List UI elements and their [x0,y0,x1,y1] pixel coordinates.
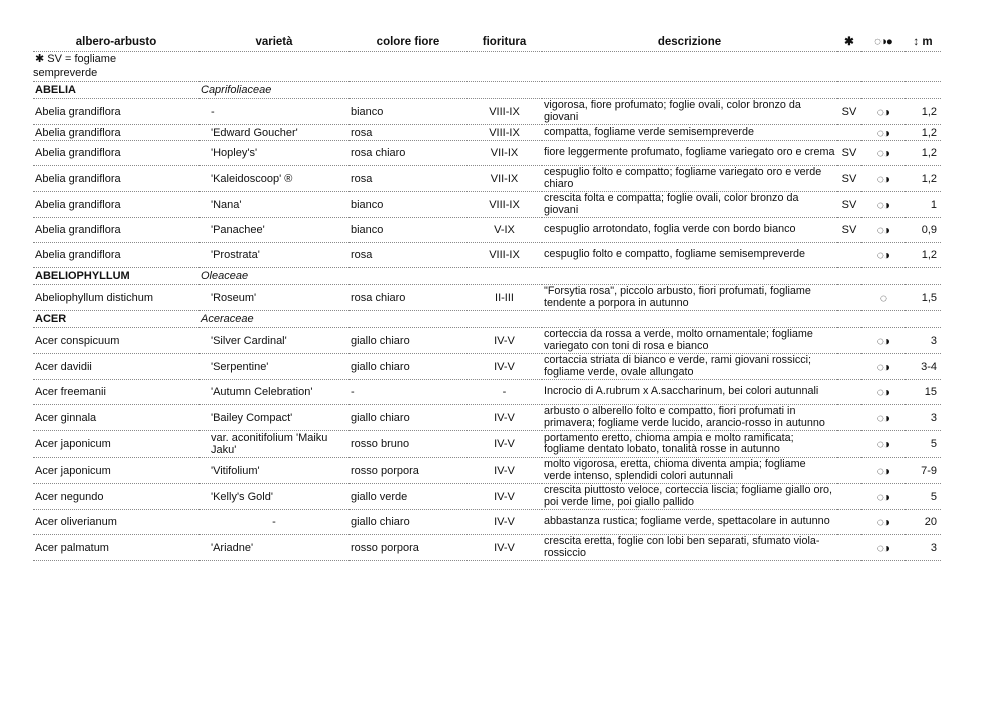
description: portamento eretto, chioma ampia e molto ramificata; fogliame dentato lobato, tonalità rosse in autunno [542,431,837,458]
flower-color: rosso bruno [349,431,467,458]
exposure-icon: ◌◑ [861,484,905,510]
variety: 'Roseum' [199,285,349,311]
plant-name: Acer davidii [33,354,199,380]
description: crescita folta e compatta; foglie ovali, color bronzo da giovani [542,192,837,218]
flowering-period: IV-V [467,535,542,561]
variety: 'Hopley's' [199,141,349,166]
table-row [33,243,941,268]
header-flowering: fioritura [467,32,542,52]
flowering-period: VIII-IX [467,192,542,218]
table-row [33,431,941,458]
flower-color: rosa chiaro [349,141,467,166]
flower-color: bianco [349,192,467,218]
plant-name: Acer oliverianum [33,510,199,535]
family-name: Aceraceae [199,311,941,328]
plant-name: Abelia grandiflora [33,125,199,141]
family-name: Oleaceae [199,268,941,285]
flower-color: rosa chiaro [349,285,467,311]
description: cespuglio arrotondato, foglia verde con bordo bianco [542,218,837,243]
variety: 'Nana' [199,192,349,218]
evergreen-marker [837,535,861,561]
variety: 'Vitifolium' [199,458,349,484]
exposure-icon: ◌◑ [861,243,905,268]
legend-line-2: sempreverde [33,66,349,82]
table-row [33,192,941,218]
flowering-period: VII-IX [467,166,542,192]
flowering-period: VIII-IX [467,125,542,141]
evergreen-marker [837,243,861,268]
flowering-period: VIII-IX [467,99,542,125]
flower-color: bianco [349,99,467,125]
exposure-icon: ◌◑ [861,125,905,141]
flowering-period: - [467,380,542,405]
description: Incrocio di A.rubrum x A.saccharinum, bei colori autunnali [542,380,837,405]
plant-name: Acer negundo [33,484,199,510]
genus-name: ABELIOPHYLLUM [33,268,199,285]
variety: 'Kaleidoscoop' ® [199,166,349,192]
exposure-icon: ◌◑ [861,431,905,458]
genus-row [33,311,941,328]
plant-name: Acer conspicuum [33,328,199,354]
legend-line-1: ✱ SV = fogliame [35,53,117,65]
header-description: descrizione [542,32,837,52]
description: vigorosa, fiore profumato; foglie ovali, color bronzo da giovani [542,99,837,125]
description: molto vigorosa, eretta, chioma diventa ampia; fogliame verde intenso, splendidi colori autunnali [542,458,837,484]
genus-row [33,82,941,99]
description: fiore leggermente profumato, fogliame variegato oro e crema [542,141,837,166]
plant-name: Abelia grandiflora [33,243,199,268]
height-value: 3 [905,405,941,431]
flowering-period: IV-V [467,510,542,535]
flower-color: rosa [349,125,467,141]
variety: - [199,510,349,535]
table-row [33,405,941,431]
variety: 'Silver Cardinal' [199,328,349,354]
flowering-period: V-IX [467,218,542,243]
flowering-period: IV-V [467,458,542,484]
genus-name: ABELIA [33,82,199,99]
variety: 'Ariadne' [199,535,349,561]
description: "Forsytia rosa", piccolo arbusto, fiori profumati, fogliame tendente a porpora in autunno [542,285,837,311]
variety: 'Autumn Celebration' [199,380,349,405]
evergreen-marker: SV [837,141,861,166]
flowering-period: IV-V [467,405,542,431]
evergreen-marker [837,431,861,458]
flower-color: giallo chiaro [349,510,467,535]
table-row [33,99,941,125]
flower-color: rosso porpora [349,458,467,484]
variety: 'Serpentine' [199,354,349,380]
flowering-period: IV-V [467,431,542,458]
height-value: 3-4 [905,354,941,380]
evergreen-marker [837,405,861,431]
legend-row [33,52,941,67]
height-value: 5 [905,431,941,458]
evergreen-marker [837,328,861,354]
height-value: 1,2 [905,125,941,141]
table-row [33,285,941,311]
exposure-icon: ◌◑ [861,328,905,354]
height-value: 1,2 [905,141,941,166]
flower-color: giallo verde [349,484,467,510]
table-row [33,141,941,166]
height-value: 7-9 [905,458,941,484]
description: cortaccia striata di bianco e verde, rami giovani rossicci; fogliame verde, ovale allungato [542,354,837,380]
evergreen-marker: SV [837,218,861,243]
evergreen-marker: SV [837,192,861,218]
header-exposure-icon: ◌◑● [861,32,905,52]
height-value: 0,9 [905,218,941,243]
header-variety: varietà [199,32,349,52]
table-row [33,166,941,192]
height-value: 15 [905,380,941,405]
description: abbastanza rustica; fogliame verde, spettacolare in autunno [542,510,837,535]
flower-color: rosa [349,166,467,192]
flowering-period: IV-V [467,484,542,510]
exposure-icon: ◌◑ [861,458,905,484]
plant-name: Abelia grandiflora [33,141,199,166]
description: arbusto o alberello folto e compatto, fiori profumati in primavera; fogliame verde lucido, arancio-rosso in autunno [542,405,837,431]
flowering-period: IV-V [467,354,542,380]
header-plant: albero-arbusto [33,32,199,52]
table-row [33,380,941,405]
header-flower-color: colore fiore [349,32,467,52]
variety: var. aconitifolium 'Maiku Jaku' [199,431,349,458]
variety: 'Prostrata' [199,243,349,268]
evergreen-marker [837,458,861,484]
flower-color: bianco [349,218,467,243]
exposure-icon: ◌◑ [861,192,905,218]
flower-color: giallo chiaro [349,328,467,354]
header-height: ↕ m [905,32,941,52]
flowering-period: II-III [467,285,542,311]
plant-name: Acer freemanii [33,380,199,405]
exposure-icon: ◌◑ [861,354,905,380]
evergreen-marker [837,285,861,311]
family-name: Caprifoliaceae [199,82,941,99]
exposure-icon: ◌◑ [861,218,905,243]
description: compatta, fogliame verde semisempreverde [542,125,837,141]
plant-name: Acer japonicum [33,458,199,484]
variety: - [199,99,349,125]
plant-name: Acer japonicum [33,431,199,458]
plant-name: Abelia grandiflora [33,218,199,243]
evergreen-marker: SV [837,166,861,192]
table-row [33,328,941,354]
genus-row [33,268,941,285]
table-row [33,354,941,380]
description: crescita piuttosto veloce, corteccia liscia; fogliame giallo oro, poi verde lime, poi giallo pallido [542,484,837,510]
exposure-icon: ◌◑ [861,166,905,192]
variety: 'Kelly's Gold' [199,484,349,510]
variety: 'Edward Goucher' [199,125,349,141]
flower-color: - [349,380,467,405]
height-value: 1,5 [905,285,941,311]
genus-name: ACER [33,311,199,328]
flowering-period: VII-IX [467,141,542,166]
evergreen-marker [837,354,861,380]
legend-row-2 [33,66,941,82]
header-evergreen-star-icon: ✱ [837,32,861,52]
evergreen-marker: SV [837,99,861,125]
header-row [33,32,941,52]
evergreen-marker [837,484,861,510]
height-value: 20 [905,510,941,535]
table-row [33,484,941,510]
flowering-period: VIII-IX [467,243,542,268]
variety: 'Bailey Compact' [199,405,349,431]
exposure-icon: ◌ [861,285,905,311]
exposure-icon: ◌◑ [861,99,905,125]
height-value: 1,2 [905,99,941,125]
table-row [33,510,941,535]
plant-catalog-table [33,32,941,561]
flower-color: giallo chiaro [349,354,467,380]
table-row [33,535,941,561]
flower-color: giallo chiaro [349,405,467,431]
flower-color: rosso porpora [349,535,467,561]
description: cespuglio folto e compatto, fogliame semisempreverde [542,243,837,268]
flowering-period: IV-V [467,328,542,354]
table-body [33,52,941,561]
exposure-icon: ◌◑ [861,535,905,561]
plant-name: Acer ginnala [33,405,199,431]
plant-name: Abelia grandiflora [33,192,199,218]
height-value: 5 [905,484,941,510]
height-value: 1,2 [905,243,941,268]
height-value: 1 [905,192,941,218]
exposure-icon: ◌◑ [861,141,905,166]
description: cespuglio folto e compatto; fogliame variegato oro e verde chiaro [542,166,837,192]
height-value: 3 [905,535,941,561]
evergreen-marker [837,125,861,141]
table-row [33,125,941,141]
exposure-icon: ◌◑ [861,405,905,431]
plant-name: Abelia grandiflora [33,166,199,192]
description: crescita eretta, foglie con lobi ben separati, sfumato viola-rossiccio [542,535,837,561]
table-row [33,458,941,484]
evergreen-marker [837,380,861,405]
description: corteccia da rossa a verde, molto ornamentale; fogliame variegato con toni di rosa e bianco [542,328,837,354]
variety: 'Panachee' [199,218,349,243]
table-row [33,218,941,243]
plant-name: Abeliophyllum distichum [33,285,199,311]
evergreen-marker [837,510,861,535]
height-value: 1,2 [905,166,941,192]
plant-name: Acer palmatum [33,535,199,561]
flower-color: rosa [349,243,467,268]
exposure-icon: ◌◑ [861,380,905,405]
exposure-icon: ◌◑ [861,510,905,535]
height-value: 3 [905,328,941,354]
plant-name: Abelia grandiflora [33,99,199,125]
